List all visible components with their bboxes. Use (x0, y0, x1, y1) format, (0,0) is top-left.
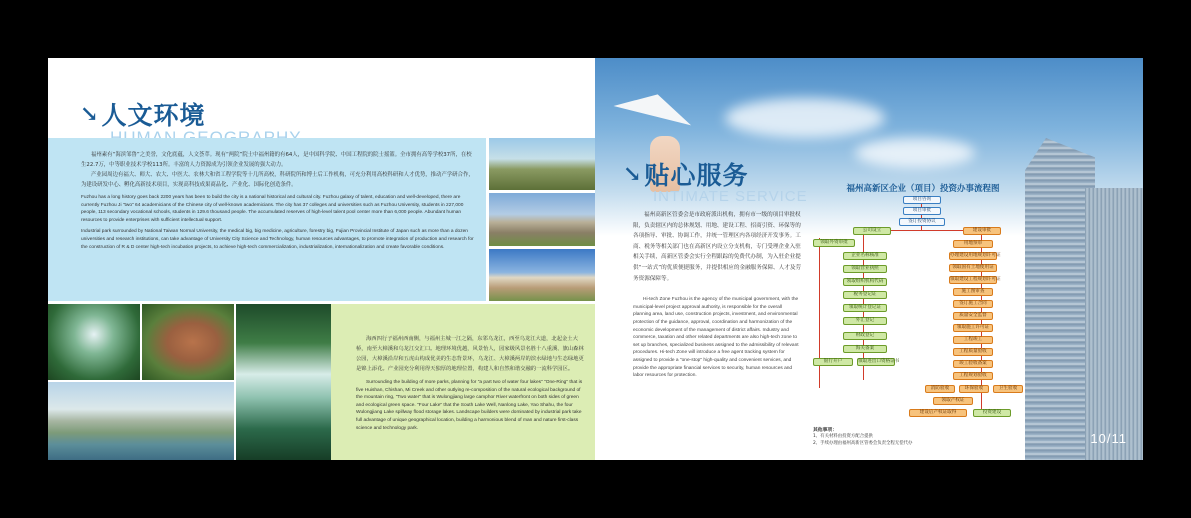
flow-extra-step: 环保验收 (959, 385, 989, 393)
flow-step-agreement: 签订投资协议 (899, 218, 945, 226)
right-title-en: INTIMATE SERVICE (653, 188, 808, 205)
university-building-photo (489, 249, 595, 301)
brochure-spread (48, 58, 1143, 460)
intro-paragraph-en-2: Industrial park surrounded by National Taiwan Normal University, the medical big, big medicine, agriculture, forestry big, Fujian Provincial Institute of Japan such as more than a dozen universities and research institutions, can take advantage of University City Science and Technology, human resources advantages, to promote integration of production and research for the construction of R & D center high-tech incubation projects, to achieve high-tech commercialization, industrialization, internationalization and create favorable conditions. (81, 229, 474, 250)
human-geography-text-panel (48, 138, 486, 301)
park-paragraph-en: Surrounding the building of more parks, planning for "a part two of water four lakes" "One-Ring" that is five Huishan, Chishan, Mi Creek and other outlying re-composition of the natural ecological background of the mountain ring, "Two water" that is Wulongjiang large camphor River waterfront on both sides of green and ecological green space. "Four Lake" that the South Lake Well, Nanlong Lake, Yao Shahu, the four Wulongjiang Lake spillway flood storage lakes. Landscape builders were dominated by industrial park take full advantage of unique geographical location, building a harmonious blend of man and nature first-class science and technology park. (356, 380, 583, 431)
rock-landmark-photo (489, 138, 595, 190)
flow-right-step: 施工图审查 (953, 288, 993, 296)
service-text (633, 210, 801, 380)
flow-right-step: 竣工验收备案 (953, 360, 993, 368)
landscape-photo-group (48, 304, 328, 460)
flow-right-step: 办理建设用地规划许可证 (950, 253, 1001, 258)
arrow-icon: ↘ (623, 161, 643, 187)
flow-step-approval: 项目审批 (903, 207, 941, 215)
flow-left-step: 领取组织机构代码 (843, 278, 887, 286)
flow-right-step: 工程质量验收 (953, 348, 993, 356)
investment-flowchart (813, 182, 1033, 452)
flow-right-step: 领取施工许可证 (953, 324, 993, 332)
right-title (623, 156, 808, 192)
tall-waterfall-photo (236, 304, 331, 460)
intro-paragraph-zh: 福州素有“海滨邹鲁”之美誉，文化底蕴，人文荟萃。现有“两院”院士中福州籍的有64人，是中国科学院、中国工程院的院士摇篮。全市拥有高等学校37所，在校生22.7万，中等职业技术学校113所。丰富的人力资源成为引领企业发展的强大动力。 (81, 152, 472, 168)
arrow-icon: ↘ (80, 101, 100, 127)
flow-left-step: 外汇登记 (843, 317, 887, 325)
flow-right-step: 工程竣工 (953, 336, 993, 344)
flow-final-step: 投资建设 (973, 409, 1011, 417)
red-rock-photo (142, 304, 234, 380)
flowchart-title: 福州高新区企业（项目）投资办事流程图 (846, 184, 1000, 194)
intro-paragraph-en: Fuzhou has a long history goes back 2200 years has been to build the city is a national historical and cultural city. Fuzhou galaxy of talent, education and well-developed, there are currently Fuzhou Ji "two" 64 academicians of the Chinese city of well-known academicians. The city has 37 colleges and universities such as Fuzhou University, students in 227,000 people, 113 secondary vocational schools, students in 129.6 thousand people. The accumulated reserves of high-level talent pool center more than 6,000 people. Abundant human resources to provide enterprises with sufficient intellectual support. (81, 195, 464, 223)
intro-paragraph-zh-2: 产业园周边有福大、师大、农大、中医大、农林大和省工程学院等十几所高校，科研院所和博士后工作机构，可充分利用高校科研和人才优势，推动产学研合作，为建设研发中心、孵化高新技术项目，实现高科技成果商品化、产业化、国际化创造条件。 (81, 172, 474, 188)
flow-step-consult: 项目咨询 (903, 196, 941, 204)
flow-extra-step: 卫生验收 (993, 385, 1023, 393)
flow-branch-construction: 建设审批 (963, 227, 1001, 235)
note-item: 1、有关材料由投资方配合提供 (813, 434, 873, 439)
cloud (725, 98, 885, 138)
right-title-block (623, 156, 808, 205)
office-tower-photo (1015, 118, 1143, 460)
flow-left-step: 企业名称核准 (843, 252, 887, 260)
flow-extra-step: 领取产权证 (933, 397, 973, 405)
cloud (855, 138, 975, 168)
riverside-city-photo (48, 382, 234, 460)
service-paragraph-en: Hi-tech Zone Fuzhou is the agency of the municipal government, with the municipal-level project approval authority, is responsible for the overall planning area, land use, construction projects, investment, and environmental protection of the guidance, approval, coordination and harmonization of the economic development of the management of district affairs. Industry and commerce, taxation and other related departments are also high-tech zone to set up branches, specialized business assigned to the admissibility of relevant procedures. Hi-tech Zone will introduce a free agent tracking system for assigned to provide a "one-stop" high-quality and convenient services, and provide the appropriate financial services to security, human resources and labor resources for protection. (633, 297, 799, 379)
left-title (80, 96, 302, 132)
flow-left-step: 银行开户 (813, 358, 853, 366)
tower-annex (1085, 188, 1143, 460)
flow-left-step: 领取营业执照 (843, 265, 887, 273)
paper-plane-icon (614, 85, 697, 126)
flow-right-step: 工程规划验收 (953, 372, 993, 380)
flow-left-step: 领取进出口资格证书 (858, 359, 900, 364)
flow-right-step: 领取建设工程规划许可证 (950, 277, 1001, 282)
park-environment-text-panel (331, 304, 595, 460)
notes-title: 其他事项： (813, 428, 837, 433)
right-page (595, 58, 1143, 460)
flow-left-step: 海关备案 (843, 345, 887, 353)
flow-branch-company: 公司设立 (853, 227, 891, 235)
page-number: 10/11 (1090, 431, 1127, 446)
flow-left-step: 财政登记 (843, 332, 887, 340)
left-title-text: 人文环境 (101, 101, 206, 130)
flow-left-step: 税务登记证 (843, 291, 887, 299)
service-paragraph-zh: 福州高新区管委会是市政府派出机构，拥有市一级的项目审批权限，负责辖区内的总体规划、用地、建设工程、招商引资、环保等的各项指导、审批、协调工作，并统一管理区内各项经济开发事务。工商、税务等相关部门也在高新区内设立分支机构，专门受理企业入驻相关手续，高新区管委会实行全程跟踪的免费代办制，为入驻企业提供“一站式”的优质便捷服务，并提供相应的金融服务保障、人才及劳务资源保障等。 (633, 212, 802, 282)
left-page (48, 58, 595, 460)
flow-left-step: 领取外资审批 (813, 239, 855, 247)
photo-column (489, 138, 595, 301)
flow-right-step: 领取国有土地使用证 (949, 264, 997, 272)
flow-right-step: 用地预审 (953, 240, 993, 248)
flow-left-step: 领取统计登记证 (843, 304, 887, 312)
flow-right-step: 质量安全监督 (953, 312, 993, 320)
park-paragraph-zh: 海西四行子福州西南侧，与福州主城一江之隔，东邻乌龙江，西至乌龙江大道，北起金土大桥，南至大樟溪和乌龙江交汇口。地理环境优越，风景怡人，园家级风景名胜十八重溪、旗山森林公园，大樟溪沿岸和五虎山构成优美的生态背景环，乌龙江、大樟溪两岸的滨水绿地与生态绿地更是锦上添花。产业园充分利用得天独厚的地理位置，构建人和自然和谐交融的一流科学园区。 (356, 336, 584, 372)
note-item: 2、手续办理由福州高新区管委会负责全程无偿代办 (813, 441, 913, 446)
campus-photo (489, 193, 595, 245)
right-title-text: 贴心服务 (644, 161, 749, 190)
flow-extra-step: 建设后产权证取得 (909, 409, 967, 417)
waterfall-photo (48, 304, 140, 380)
flowchart-notes (813, 426, 1033, 447)
flow-extra-step: 消防验收 (925, 385, 955, 393)
flow-right-step: 签订施工合同 (953, 300, 993, 308)
